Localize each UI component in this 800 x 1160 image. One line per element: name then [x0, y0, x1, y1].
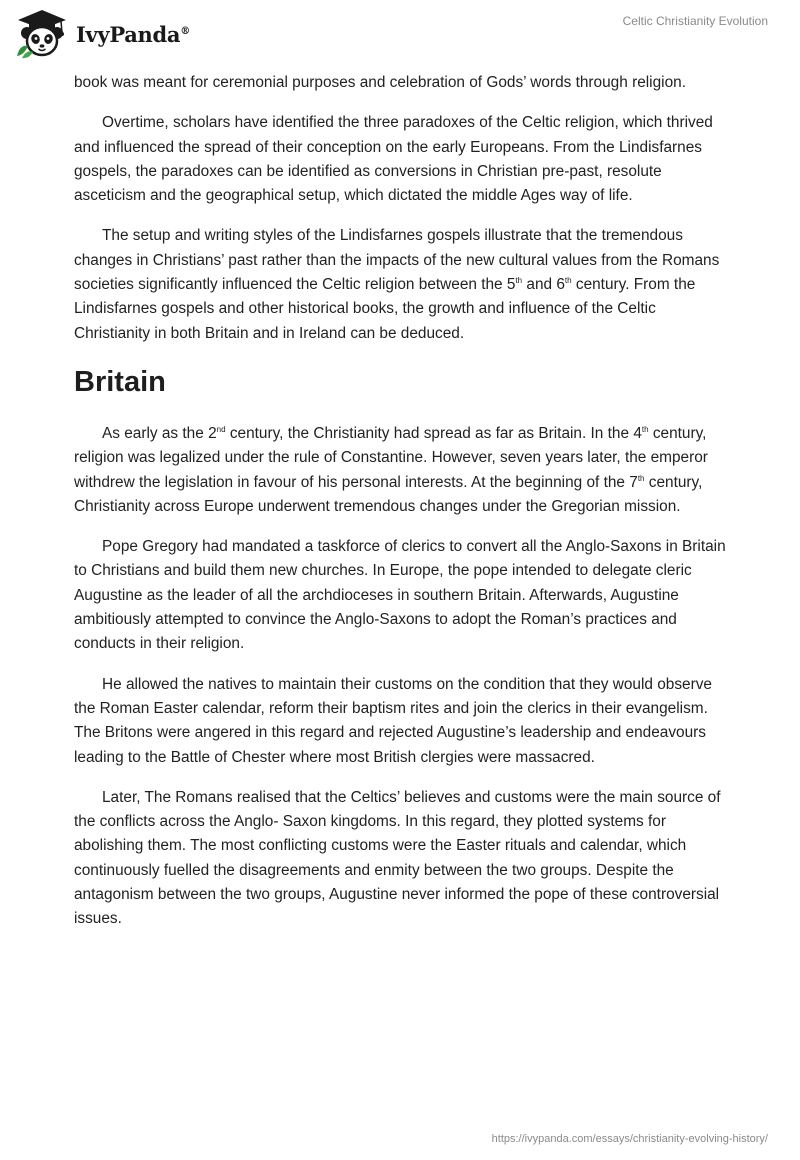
paragraph-continuation: book was meant for ceremonial purposes and celebration of Gods’ words through religion. — [74, 74, 686, 91]
paragraph-natives-customs: He allowed the natives to maintain their customs on the condition that they would observe the Roman Easter calendar, reform their baptism rites and join the clerics in their evangelism. The Britons were angered in this regard and rejected Augustine’s leadership and endeavours leading to the Battle of Chester where most British clergies were massacred. — [74, 675, 712, 766]
brand-name: IvyPanda® — [76, 21, 190, 47]
paragraph-lindisfarnes: The setup and writing styles of the Lindisfarnes gospels illustrate that the tremendous changes in Christians’ past rather than the impacts of the new cultural values from the Romans societies significantly influenced the Celtic religion between the 5th and 6th century. From the Lindisfarnes gospels and other historical books, the growth and influence of the Celtic Christianity in both Britain and in Ireland can be deduced. — [74, 227, 720, 342]
document-title: Celtic Christianity Evolution — [622, 14, 768, 28]
source-url-link[interactable]: https://ivypanda.com/essays/christianity-evolving-history/ — [491, 1133, 768, 1145]
essay-content — [74, 71, 734, 948]
panda-graduate-logo-icon — [14, 6, 70, 62]
paragraph-pope-gregory: Pope Gregory had mandated a taskforce of clerics to convert all the Anglo-Saxons in Britain to Christians and build them new churches. In Europe, the pope intended to delegate cleric Augustine as the leader of all the archdioceses in southern Britain. Afterwards, Augustine ambitiously attempted to convince the Anglo-Saxons to adopt the Roman’s practices and conducts in their religion. — [74, 538, 726, 653]
brand-logo[interactable] — [14, 6, 190, 62]
paragraph-romans-realised: Later, The Romans realised that the Celtics’ believes and customs were the main source of the conflicts across the Anglo- Saxon kingdoms. In this regard, they plotted systems for abolishing them. The most conflicting customs were the Easter rituals and calendar, which continuously fuelled the disagreements and enmity between the two groups. Despite the antagonism between the two groups, Augustine never informed the pope of these controversial issues. — [74, 788, 721, 928]
paragraph-paradoxes: Overtime, scholars have identified the three paradoxes of the Celtic religion, which thrived and influenced the spread of their conception on the early Europeans. From the Lindisfarnes gospels, the paradoxes can be identified as conversions in Christian pre-past, resolute asceticism and the geographical setup, which dictated the middle Ages way of life. — [74, 114, 713, 205]
section-heading-britain: Britain — [74, 365, 166, 398]
paragraph-early-christianity: As early as the 2nd century, the Christianity had spread as far as Britain. In the 4th century, religion was legalized under the rule of Constantine. However, seven years later, the emperor withdrew the legislation in favour of his personal interests. At the beginning of the 7th century, Christianity across Europe underwent tremendous changes under the Gregorian mission. — [74, 424, 708, 515]
page-header — [0, 0, 800, 70]
